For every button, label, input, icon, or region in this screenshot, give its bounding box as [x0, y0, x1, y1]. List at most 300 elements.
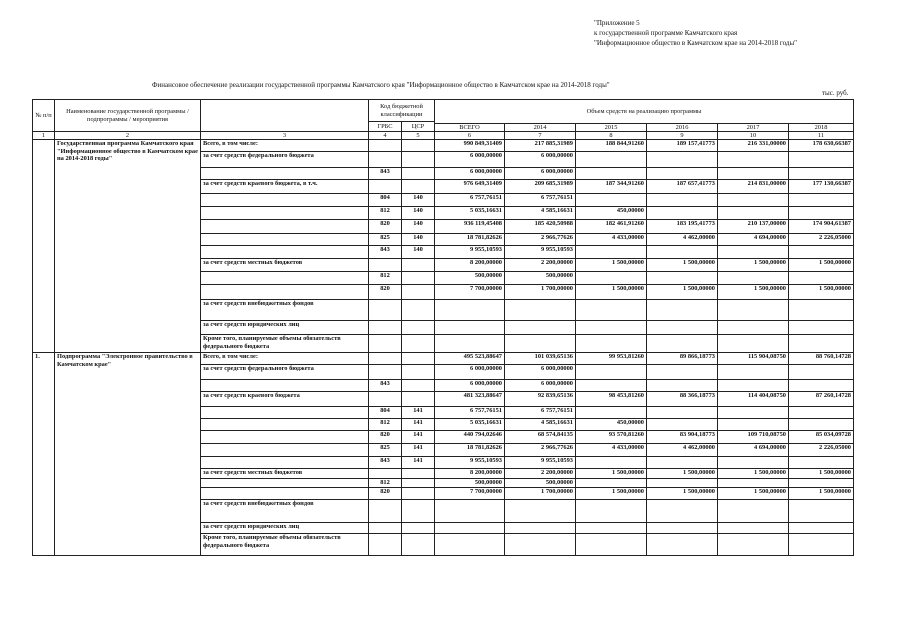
amount-year: 4 433,00000: [576, 234, 647, 246]
grbs-code: [369, 180, 402, 194]
amount-year: [718, 300, 789, 321]
funding-source: [201, 194, 369, 207]
amount-year: 4 694,00000: [718, 234, 789, 246]
amount-year: [789, 457, 854, 469]
amount-year: [789, 523, 854, 534]
header-grbs: ГРБС: [369, 122, 402, 132]
amount-year: 88 366,18773: [647, 392, 718, 407]
amount-year: [789, 365, 854, 380]
grbs-code: [369, 523, 402, 534]
column-number: 5: [402, 132, 435, 140]
amount-total: 5 035,16631: [435, 419, 505, 431]
document-title: Финансовое обеспечение реализации государственной программы Камчатского края "Информационное общество в Камчатском крае на 2014-2018 годы": [152, 81, 610, 89]
amount-year: 1 500,00000: [718, 469, 789, 479]
column-number: 11: [789, 132, 854, 140]
funding-source: за счет средств федерального бюджета: [201, 365, 369, 380]
amount-total: 6 000,00000: [435, 152, 505, 168]
amount-total: 6 757,76151: [435, 407, 505, 419]
header-source: [201, 100, 369, 132]
amount-year: 189 157,41773: [647, 140, 718, 152]
amount-year: 1 500,00000: [718, 285, 789, 300]
appendix-note: [594, 18, 894, 48]
amount-total: [435, 321, 505, 335]
amount-year: [647, 479, 718, 488]
amount-total: 6 000,00000: [435, 380, 505, 392]
amount-year: 450,00000: [576, 207, 647, 220]
csr-code: 140: [402, 207, 435, 220]
amount-year: 188 844,91260: [576, 140, 647, 152]
amount-year: [647, 300, 718, 321]
amount-year: 500,00000: [505, 479, 576, 488]
amount-year: 217 885,31989: [505, 140, 576, 152]
amount-year: 1 700,00000: [505, 285, 576, 300]
amount-year: [718, 407, 789, 419]
amount-year: 115 904,08750: [718, 353, 789, 365]
amount-year: [789, 272, 854, 285]
csr-code: [402, 285, 435, 300]
amount-year: 1 500,00000: [576, 259, 647, 272]
table-row: [33, 353, 854, 365]
amount-year: 89 866,18773: [647, 353, 718, 365]
grbs-code: [369, 300, 402, 321]
csr-code: 140: [402, 220, 435, 234]
amount-total: 6 000,00000: [435, 168, 505, 180]
funding-source: [201, 285, 369, 300]
grbs-code: [369, 140, 402, 152]
amount-total: 18 781,82626: [435, 444, 505, 457]
amount-year: 1 500,00000: [647, 259, 718, 272]
amount-year: 450,00000: [576, 419, 647, 431]
amount-year: 216 331,00000: [718, 140, 789, 152]
amount-total: [435, 534, 505, 556]
header-volume: Объем средств на реализацию программы: [435, 100, 854, 124]
amount-year: 2 966,77626: [505, 444, 576, 457]
amount-year: [789, 479, 854, 488]
csr-code: [402, 321, 435, 335]
amount-total: 495 523,88647: [435, 353, 505, 365]
grbs-code: 843: [369, 457, 402, 469]
amount-year: [505, 523, 576, 534]
header-budget-code: Код бюджетной классификации: [369, 100, 435, 122]
amount-year: 1 500,00000: [789, 259, 854, 272]
header-num: № п/п: [33, 100, 55, 132]
amount-year: [576, 457, 647, 469]
financing-table: [32, 99, 854, 556]
amount-year: 85 034,09728: [789, 431, 854, 444]
amount-total: 5 035,16631: [435, 207, 505, 220]
amount-year: 1 500,00000: [789, 285, 854, 300]
amount-year: [647, 272, 718, 285]
csr-code: [402, 479, 435, 488]
amount-year: [647, 365, 718, 380]
grbs-code: [369, 392, 402, 407]
amount-year: [505, 500, 576, 523]
amount-year: 500,00000: [505, 272, 576, 285]
column-number: 9: [647, 132, 718, 140]
appendix-line: к государственной программе Камчатского края: [594, 29, 738, 37]
grbs-code: 812: [369, 272, 402, 285]
amount-year: 101 039,65136: [505, 353, 576, 365]
unit-label: тыс. руб.: [822, 89, 849, 97]
amount-year: 99 953,81260: [576, 353, 647, 365]
funding-source: Всего, в том числе:: [201, 140, 369, 152]
row-index: 1.: [33, 353, 55, 556]
amount-year: [789, 168, 854, 180]
column-number: 7: [505, 132, 576, 140]
amount-total: 8 200,00000: [435, 469, 505, 479]
amount-year: [718, 479, 789, 488]
amount-year: [718, 500, 789, 523]
column-number: 2: [55, 132, 201, 140]
grbs-code: 804: [369, 407, 402, 419]
amount-year: [718, 272, 789, 285]
amount-year: [647, 207, 718, 220]
funding-source: [201, 419, 369, 431]
amount-year: [789, 534, 854, 556]
amount-year: 1 500,00000: [576, 469, 647, 479]
amount-year: [789, 419, 854, 431]
csr-code: [402, 488, 435, 500]
amount-year: [647, 246, 718, 259]
amount-year: 93 570,81260: [576, 431, 647, 444]
grbs-code: [369, 353, 402, 365]
funding-source: за счет средств юридических лиц: [201, 321, 369, 335]
amount-year: 1 500,00000: [789, 469, 854, 479]
grbs-code: 812: [369, 419, 402, 431]
amount-year: 4 462,00000: [647, 444, 718, 457]
amount-year: [718, 321, 789, 335]
amount-total: 500,00000: [435, 479, 505, 488]
csr-code: [402, 500, 435, 523]
funding-source: [201, 488, 369, 500]
amount-year: 2 200,00000: [505, 259, 576, 272]
amount-year: [576, 407, 647, 419]
amount-year: 185 420,50988: [505, 220, 576, 234]
amount-year: [647, 523, 718, 534]
csr-code: [402, 272, 435, 285]
amount-total: [435, 523, 505, 534]
funding-source: за счет средств федерального бюджета: [201, 152, 369, 168]
amount-year: [789, 300, 854, 321]
amount-year: [505, 335, 576, 353]
amount-total: 7 700,00000: [435, 285, 505, 300]
csr-code: [402, 259, 435, 272]
header-total: ВСЕГО: [435, 124, 505, 132]
grbs-code: 812: [369, 207, 402, 220]
amount-year: [647, 534, 718, 556]
amount-year: [789, 335, 854, 353]
grbs-code: 812: [369, 479, 402, 488]
funding-source: [201, 479, 369, 488]
amount-year: 1 500,00000: [576, 285, 647, 300]
program-name: Государственная программа Камчатского края "Информационное общество в Камчатском крае на 2014-2018 годы": [55, 140, 201, 353]
amount-year: [505, 300, 576, 321]
appendix-line: "Приложение 5: [594, 19, 640, 27]
table-row: [33, 140, 854, 152]
amount-year: 98 453,81260: [576, 392, 647, 407]
amount-year: 2 966,77626: [505, 234, 576, 246]
funding-source: [201, 220, 369, 234]
csr-code: 140: [402, 246, 435, 259]
amount-total: 500,00000: [435, 272, 505, 285]
amount-total: 9 955,10593: [435, 457, 505, 469]
amount-year: 1 500,00000: [718, 259, 789, 272]
csr-code: 141: [402, 457, 435, 469]
amount-total: 440 794,02646: [435, 431, 505, 444]
appendix-line: "Информационное общество в Камчатском крае на 2014-2018 годы": [594, 39, 798, 47]
amount-year: [647, 194, 718, 207]
amount-total: 481 323,88647: [435, 392, 505, 407]
amount-year: [718, 246, 789, 259]
amount-year: 2 226,05000: [789, 234, 854, 246]
amount-total: 18 781,82626: [435, 234, 505, 246]
amount-year: 9 955,10593: [505, 246, 576, 259]
amount-total: 990 849,31409: [435, 140, 505, 152]
csr-code: 141: [402, 444, 435, 457]
amount-year: [718, 380, 789, 392]
amount-total: 6 757,76151: [435, 194, 505, 207]
header-year: 2014: [505, 124, 576, 132]
funding-source: Всего, в том числе:: [201, 353, 369, 365]
header-row: [33, 100, 854, 122]
amount-year: [647, 500, 718, 523]
amount-year: [576, 152, 647, 168]
amount-year: [576, 321, 647, 335]
grbs-code: [369, 365, 402, 380]
amount-year: 6 000,00000: [505, 168, 576, 180]
csr-code: 141: [402, 407, 435, 419]
amount-year: [718, 152, 789, 168]
column-number: 8: [576, 132, 647, 140]
column-number: 6: [435, 132, 505, 140]
amount-year: [576, 534, 647, 556]
csr-code: [402, 353, 435, 365]
amount-year: 2 226,05000: [789, 444, 854, 457]
grbs-code: 804: [369, 194, 402, 207]
amount-total: [435, 335, 505, 353]
amount-year: 6 000,00000: [505, 365, 576, 380]
amount-year: 210 137,00000: [718, 220, 789, 234]
funding-source: за счет средств местных бюджетов: [201, 469, 369, 479]
funding-source: [201, 431, 369, 444]
amount-year: [647, 321, 718, 335]
amount-year: [789, 194, 854, 207]
amount-total: 936 119,45408: [435, 220, 505, 234]
header-year: 2015: [576, 124, 647, 132]
amount-year: 209 685,31989: [505, 180, 576, 194]
amount-total: 9 955,10593: [435, 246, 505, 259]
funding-source: за счет средств краевого бюджета, в т.ч.: [201, 180, 369, 194]
csr-code: [402, 180, 435, 194]
amount-year: [789, 246, 854, 259]
amount-year: 1 500,00000: [647, 488, 718, 500]
column-number-row: [33, 132, 854, 140]
amount-year: 68 574,84135: [505, 431, 576, 444]
amount-total: [435, 300, 505, 321]
grbs-code: [369, 534, 402, 556]
funding-source: за счет средств местных бюджетов: [201, 259, 369, 272]
amount-total: 6 000,00000: [435, 365, 505, 380]
funding-source: [201, 407, 369, 419]
amount-year: [789, 207, 854, 220]
amount-year: 4 585,16631: [505, 207, 576, 220]
amount-year: 87 260,14728: [789, 392, 854, 407]
grbs-code: 843: [369, 380, 402, 392]
amount-year: 9 955,10593: [505, 457, 576, 469]
funding-source: за счет средств внебюджетных фондов: [201, 300, 369, 321]
grbs-code: 825: [369, 444, 402, 457]
amount-year: 1 700,00000: [505, 488, 576, 500]
amount-year: [576, 168, 647, 180]
grbs-code: 825: [369, 234, 402, 246]
amount-year: 182 461,91260: [576, 220, 647, 234]
amount-year: [647, 457, 718, 469]
amount-year: 6 000,00000: [505, 152, 576, 168]
amount-year: [718, 365, 789, 380]
column-number: 10: [718, 132, 789, 140]
header-year: 2018: [789, 124, 854, 132]
amount-year: [576, 194, 647, 207]
amount-year: [647, 152, 718, 168]
amount-year: 1 500,00000: [789, 488, 854, 500]
amount-year: 6 757,76151: [505, 194, 576, 207]
program-name: Подпрограмма "Электронное правительство в Камчатском крае": [55, 353, 201, 556]
funding-source: Кроме того, планируемые объемы обязательств федерального бюджета: [201, 534, 369, 556]
header-name: Наименование государственной программы / подпрограммы / мероприятия: [55, 100, 201, 132]
grbs-code: [369, 469, 402, 479]
amount-year: [647, 407, 718, 419]
amount-year: 83 904,18773: [647, 431, 718, 444]
csr-code: [402, 534, 435, 556]
amount-year: [718, 419, 789, 431]
amount-year: 4 694,00000: [718, 444, 789, 457]
grbs-code: 820: [369, 488, 402, 500]
amount-year: [647, 168, 718, 180]
header-year: 2017: [718, 124, 789, 132]
amount-year: 178 630,66387: [789, 140, 854, 152]
amount-year: [789, 500, 854, 523]
csr-code: [402, 365, 435, 380]
amount-year: [576, 380, 647, 392]
column-number: 1: [33, 132, 55, 140]
amount-year: 214 831,00000: [718, 180, 789, 194]
amount-year: [576, 500, 647, 523]
funding-source: [201, 444, 369, 457]
csr-code: [402, 140, 435, 152]
grbs-code: 843: [369, 246, 402, 259]
amount-year: 88 760,14728: [789, 353, 854, 365]
amount-year: [576, 479, 647, 488]
amount-year: [789, 407, 854, 419]
amount-total: [435, 500, 505, 523]
grbs-code: [369, 335, 402, 353]
amount-year: [718, 207, 789, 220]
amount-year: 109 710,08750: [718, 431, 789, 444]
csr-code: [402, 152, 435, 168]
header-csr: ЦСР: [402, 122, 435, 132]
row-index: [33, 140, 55, 353]
grbs-code: [369, 152, 402, 168]
amount-year: 187 657,41773: [647, 180, 718, 194]
funding-source: Кроме того, планируемые объемы обязательств федерального бюджета: [201, 335, 369, 353]
csr-code: [402, 380, 435, 392]
csr-code: 141: [402, 431, 435, 444]
csr-code: [402, 335, 435, 353]
csr-code: [402, 168, 435, 180]
funding-source: [201, 234, 369, 246]
amount-year: 114 404,08750: [718, 392, 789, 407]
amount-total: 7 700,00000: [435, 488, 505, 500]
amount-year: [576, 335, 647, 353]
csr-code: 140: [402, 194, 435, 207]
grbs-code: [369, 321, 402, 335]
amount-year: 4 585,16631: [505, 419, 576, 431]
csr-code: [402, 469, 435, 479]
csr-code: [402, 523, 435, 534]
amount-year: 4 433,00000: [576, 444, 647, 457]
amount-year: 187 344,91260: [576, 180, 647, 194]
amount-year: 174 904,61387: [789, 220, 854, 234]
grbs-code: [369, 259, 402, 272]
amount-year: 1 500,00000: [718, 488, 789, 500]
csr-code: 140: [402, 234, 435, 246]
amount-year: [576, 365, 647, 380]
amount-year: [718, 457, 789, 469]
amount-year: [789, 321, 854, 335]
amount-year: [505, 321, 576, 335]
amount-year: [789, 380, 854, 392]
amount-year: [647, 335, 718, 353]
csr-code: [402, 300, 435, 321]
csr-code: [402, 392, 435, 407]
amount-year: 2 200,00000: [505, 469, 576, 479]
funding-source: [201, 457, 369, 469]
grbs-code: [369, 500, 402, 523]
amount-year: [718, 523, 789, 534]
amount-year: [576, 300, 647, 321]
funding-source: [201, 207, 369, 220]
funding-source: за счет средств краевого бюджета: [201, 392, 369, 407]
funding-source: [201, 380, 369, 392]
amount-year: [647, 419, 718, 431]
funding-source: [201, 272, 369, 285]
amount-year: 183 195,41773: [647, 220, 718, 234]
grbs-code: 843: [369, 168, 402, 180]
funding-source: за счет средств внебюджетных фондов: [201, 500, 369, 523]
csr-code: 141: [402, 419, 435, 431]
amount-year: [505, 534, 576, 556]
amount-year: 1 500,00000: [647, 285, 718, 300]
amount-year: [647, 380, 718, 392]
amount-year: [576, 246, 647, 259]
amount-total: 8 200,00000: [435, 259, 505, 272]
column-number: 4: [369, 132, 402, 140]
amount-year: [718, 335, 789, 353]
amount-year: 1 500,00000: [576, 488, 647, 500]
amount-year: 6 757,76151: [505, 407, 576, 419]
funding-source: [201, 168, 369, 180]
grbs-code: 820: [369, 431, 402, 444]
column-number: 3: [201, 132, 369, 140]
amount-year: [789, 152, 854, 168]
amount-total: 976 649,31409: [435, 180, 505, 194]
amount-year: [576, 523, 647, 534]
amount-year: 92 839,65136: [505, 392, 576, 407]
grbs-code: 820: [369, 220, 402, 234]
amount-year: [718, 194, 789, 207]
funding-source: за счет средств юридических лиц: [201, 523, 369, 534]
funding-source: [201, 246, 369, 259]
